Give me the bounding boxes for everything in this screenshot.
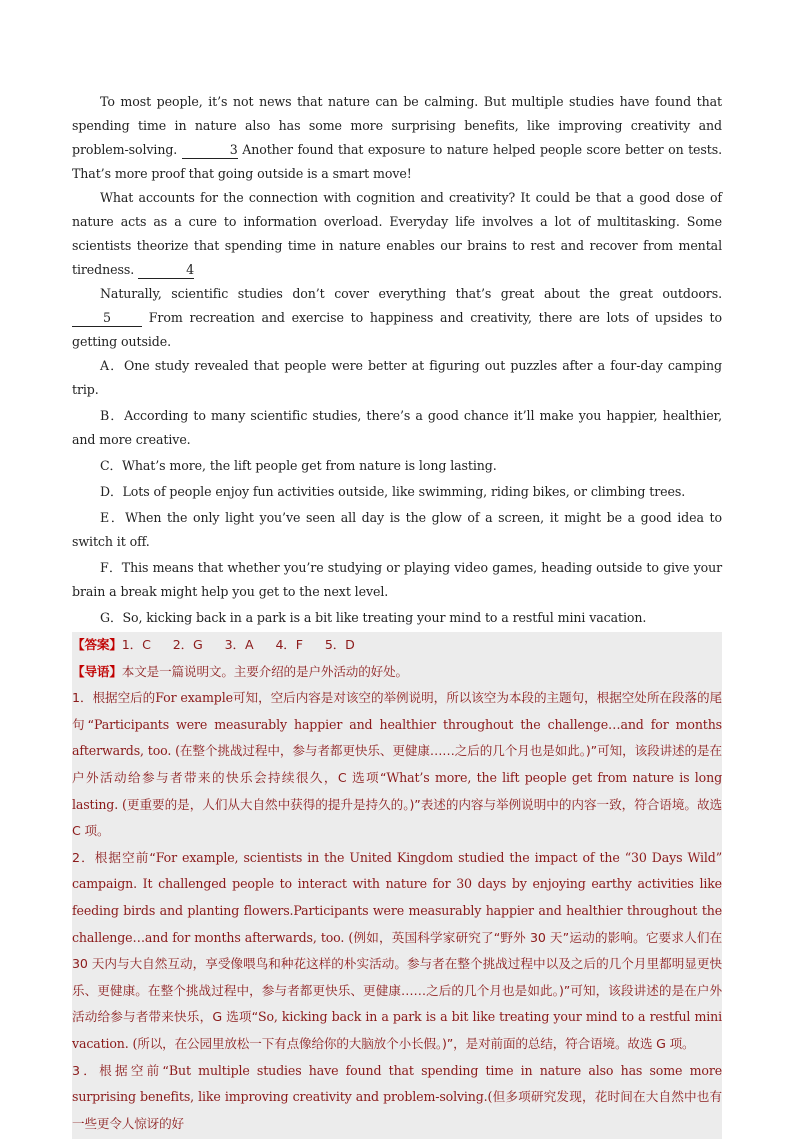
option-item: B．According to many scientific studies, there’s a good chance it’ll make you happier, healthier, and more creative. — [72, 408, 722, 447]
analysis-text: Participants were measurably happier and healthier throughout the challenge…and for months afterwards, too. ( — [72, 716, 722, 759]
passage — [72, 90, 722, 354]
analysis-item — [72, 685, 722, 845]
answer-blank: 4 — [138, 262, 194, 279]
analysis — [72, 685, 722, 1137]
analysis-text: 更重要的是，人们从大自然中获得的提升是持久的。)”表述的内容与举例说明中的内容一致，符合语境。故选 C 项。 — [72, 796, 722, 839]
passage-paragraph — [72, 90, 722, 186]
analysis-number: 1． — [72, 690, 93, 706]
option-item: C．What’s more, the lift people get from nature is long lasting. — [100, 458, 497, 473]
analysis-number: 2． — [72, 849, 95, 865]
analysis-text: What’s more, the lift people get from nature is long lasting. ( — [72, 769, 722, 812]
answer-item: 4．F — [275, 637, 303, 652]
options-list — [72, 354, 722, 630]
option-item: D．Lots of people enjoy fun activities outside, like swimming, riding bikes, or climbing trees. — [100, 484, 686, 499]
paragraph-text: From recreation and exercise to happiness and creativity, there are lots of upsides to getting outside. — [72, 310, 722, 349]
option-item: A．One study revealed that people were better at figuring out puzzles after a four-day camping trip. — [72, 358, 722, 397]
analysis-text: For example, scientists in the United Kingdom studied the impact of the “30 Days Wild” campaign. It challenged people to interact with nature for 30 days by enjoying earthy activities like feeding birds and planting flowers.Participants were measurably happier and healthier throughout the challenge…and for months afterwards, too. ( — [72, 849, 722, 945]
analysis-text: 根据空前“ — [94, 849, 156, 865]
passage-paragraph — [72, 186, 722, 282]
analysis-text: 但多项研究发现，花时间在大自然中也有一些更令人惊讶的好 — [72, 1089, 722, 1131]
analysis-text: But multiple studies have found that spending time in nature also has some more surprising benefits, like improving creativity and problem-solving.( — [72, 1062, 722, 1105]
option-item: G．So, kicking back in a park is a bit like treating your mind to a restful mini vacation. — [100, 610, 647, 625]
answer-blank: 3 — [182, 142, 238, 159]
paragraph-text: What accounts for the connection with cognition and creativity? It could be that a good dose of nature acts as a cure to information overload. Everyday life involves a lot of multitasking. Some scientists theorize that spending time in nature enables our brains to rest and recover from mental tiredness. — [72, 190, 722, 277]
analysis-item — [72, 1058, 722, 1138]
answer-item: 5．D — [324, 637, 355, 652]
paragraph-text: Naturally, scientific studies don’t cover everything that’s great about the great outdoors. — [100, 286, 722, 301]
analysis-text: 所以，在公园里放松一下有点像给你的大脑放个小长假。)”，是对前面的总结，符合语境。故选 G 项。 — [137, 1035, 695, 1051]
answer-tag: 【答案】 — [72, 637, 122, 652]
analysis-text: 例如，英国科学家研究了“野外 30 天”运动的影响。它要求人们在 30 天内与大自然互动，享受像喂鸟和种花这样的朴实活动。参与者在整个挑战过程中以及之后的几个月里都明显更快乐、更健康。在整个挑战过程中，参与者都更快乐、更健康……之后的几个月也是如此。)”可知，该段讲述的是在户外活动给参与者带来快乐，G 选项“ — [72, 929, 723, 1025]
answer-section — [72, 632, 722, 1139]
guide-text: 本文是一篇说明文。主要介绍的是户外活动的好处。 — [121, 663, 408, 679]
paragraph-text: To most people, it’s not news that nature can be calming. But multiple studies have found that spending time in nature also has some more surprising benefits, like improving creativity and problem-solving. — [72, 94, 722, 157]
analysis-item — [72, 845, 722, 1058]
analysis-number: 3． — [72, 1062, 100, 1078]
answer-line — [72, 632, 722, 659]
passage-paragraph — [72, 282, 722, 354]
guide-line — [72, 659, 722, 686]
paragraph-text: Another found that exposure to nature helped people score better on tests. That’s more proof that going outside is a smart move! — [72, 142, 722, 181]
analysis-text: For example — [155, 690, 233, 706]
document-page — [72, 90, 722, 1139]
analysis-text: 根据空前“ — [99, 1062, 169, 1078]
answer-blank: 5 — [72, 310, 142, 327]
answer-item: 2．G — [172, 637, 203, 652]
analysis-text: 在整个挑战过程中，参与者都更快乐、更健康……之后的几个月也是如此。)”可知，该段讲述的是在户外活动给参与者带来的快乐会持续很久，C 选项“ — [72, 743, 722, 785]
option-item: F．This means that whether you’re studying or playing video games, heading outside to give your brain a break might help you get to the next level. — [72, 560, 722, 599]
answer-item: 3．A — [224, 637, 254, 652]
analysis-text: 可知，空后内容是对该空的举例说明，所以该空为本段的主题句，根据空处所在段落的尾句“ — [72, 690, 722, 732]
analysis-text: So, kicking back in a park is a bit like treating your mind to a restful mini vacation. ( — [72, 1009, 722, 1051]
analysis-text: 根据空后的 — [92, 690, 156, 706]
answer-items — [122, 637, 377, 652]
option-item: E．When the only light you’ve seen all day is the glow of a screen, it might be a good idea to switch it off. — [72, 510, 722, 549]
answer-item: 1．C — [121, 637, 151, 652]
guide-tag: 【导语】 — [72, 663, 122, 679]
